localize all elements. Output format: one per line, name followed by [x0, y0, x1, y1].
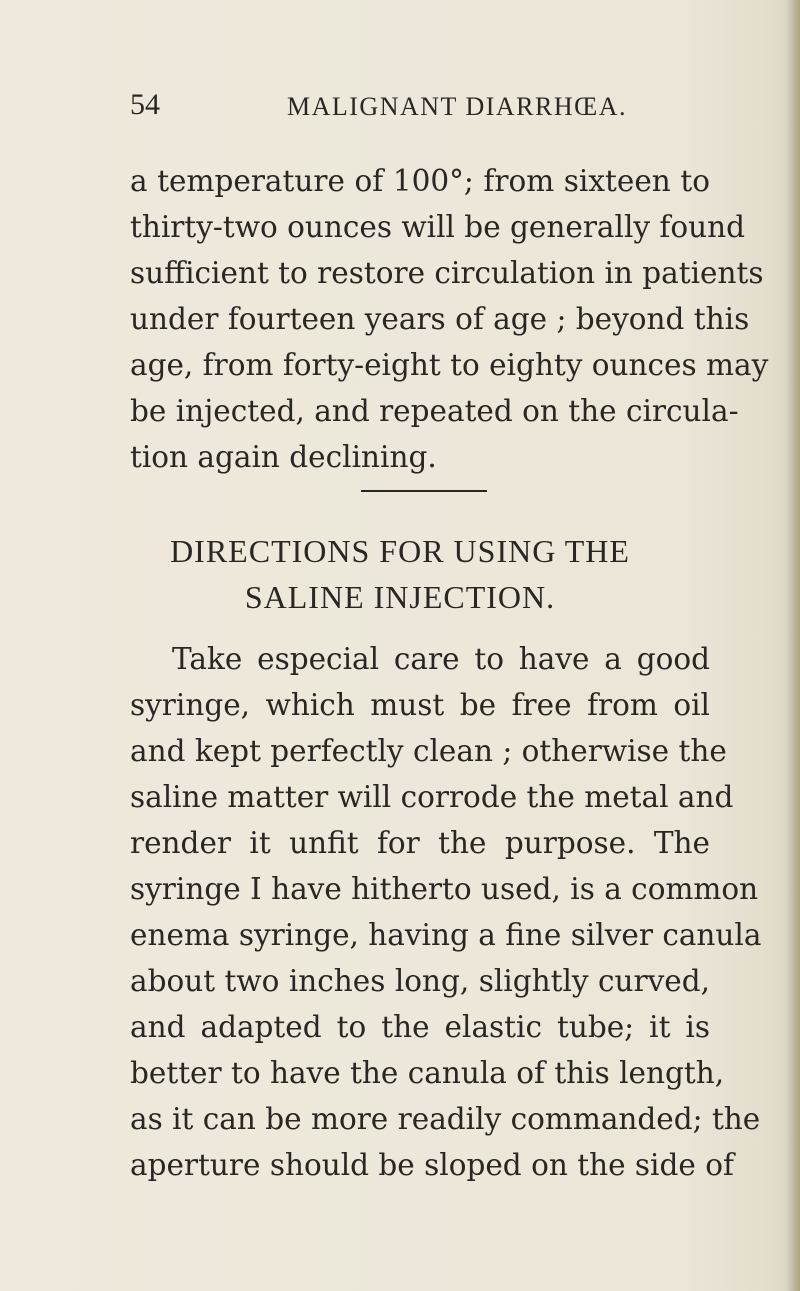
text-line: tion again declining. [130, 440, 437, 474]
text-line: render it unfit for the purpose. The [130, 826, 710, 860]
page-edge-shadow [786, 0, 800, 1291]
section-heading-line-1: DIRECTIONS FOR USING THE [170, 533, 630, 569]
text-line: under fourteen years of age ; beyond this [130, 302, 750, 336]
text-line: and adapted to the elastic tube; it is [130, 1010, 710, 1044]
section-heading-line-2: SALINE INJECTION. [244, 579, 556, 615]
text-line: age, from forty-eight to eighty ounces may [130, 348, 769, 382]
text-line: aperture should be sloped on the side of [130, 1148, 734, 1182]
text-line: enema syringe, having a fine silver canula [130, 918, 762, 952]
text-line: syringe, which must be free from oil [130, 688, 710, 722]
text-line: better to have the canula of this length, [130, 1056, 725, 1090]
text-line: Take especial care to have a good [172, 642, 710, 676]
text-line: a temperature of 100°; from sixteen to [130, 164, 710, 198]
text-line: and kept perfectly clean ; otherwise the [130, 734, 727, 768]
text-line: saline matter will corrode the metal and [130, 780, 734, 814]
text-line: about two inches long, slightly curved, [130, 964, 710, 998]
text-line: as it can be more readily commanded; the [130, 1102, 761, 1136]
section-divider [361, 490, 487, 492]
running-title: MALIGNANT DIARRHŒA. [287, 92, 628, 121]
running-head [0, 88, 800, 128]
text-line: syringe I have hitherto used, is a common [130, 872, 759, 906]
page-number: 54 [130, 88, 160, 121]
text-line: be injected, and repeated on the circula- [130, 394, 739, 428]
text-line: thirty-two ounces will be generally found [130, 210, 745, 244]
text-line: sufficient to restore circulation in patients [130, 256, 764, 290]
